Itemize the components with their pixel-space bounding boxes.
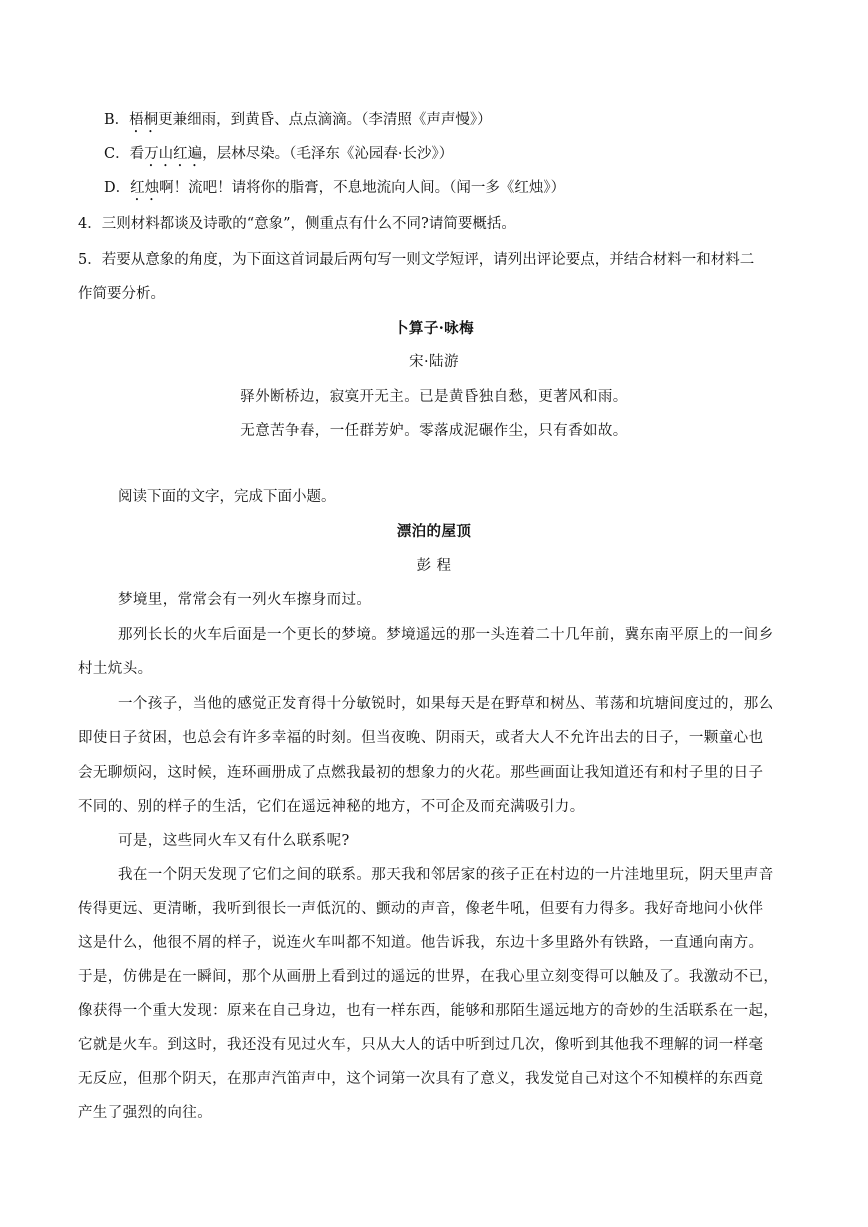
option-d-rest: 啊！流吧！请将你的脂膏，不息地流向人间。（闻一多《红烛》）: [159, 180, 566, 196]
option-c-prefix: C．看: [104, 146, 145, 162]
paragraph-line: 一个孩子，当他的感觉正发育得十分敏锐时，如果每天是在野草和树丛、苇荡和坑塘间度过的，那么: [118, 696, 774, 712]
paragraph-line: 传得更远、更清晰，我听到很长一声低沉的、颤动的声音，像老牛吼，但要有力得多。我好奇地问小伙伴: [78, 901, 764, 917]
question-5-line-1: 5．若要从意象的角度，为下面这首词最后两句写一则文学短评，请列出评论要点，并结合材料一和材料二: [78, 252, 755, 268]
paragraph-line: 那列长长的火车后面是一个更长的梦境。梦境遥远的那一头连着二十几年前，冀东南平原上的一间乡: [118, 627, 774, 643]
option-c-rest: ，层林尽染。（毛泽东《沁园春·长沙》）: [202, 146, 454, 162]
question-5-line-2: 作简要分析。: [78, 286, 165, 302]
paragraph-line: 于是，仿佛是在一瞬间，那个从画册上看到过的遥远的世界，在我心里立刻变得可以触及了。我激动不已，: [78, 969, 779, 985]
option-b-rest: 更兼细雨，到黄昏、点点滴滴。（李清照《声声慢》）: [158, 112, 492, 128]
option-d-prefix: D．: [104, 180, 131, 196]
option-d: [104, 178, 565, 204]
reading-author: 彭 程: [416, 558, 452, 574]
poem-line-2: 无意苦争春，一任群芳妒。零落成泥碾作尘，只有香如故。: [240, 423, 628, 439]
paragraph-line: 可是，这些同火车又有什么联系呢?: [118, 833, 350, 849]
poem-title: 卜算子·咏梅: [394, 320, 474, 337]
option-c-dotted: 万山红遍: [144, 146, 203, 162]
paragraph-line: 村土炕头。: [78, 661, 153, 677]
paragraph-line: 无反应，但那个阴天，在那声汽笛声中，这个词第一次具有了意义，我发觉自己对这个不知模样的东西竟: [78, 1071, 764, 1087]
paragraph-line: 即使日子贫困，也总会有许多幸福的时刻。但当夜晚、阴雨天，或者大人不允许出去的日子，一颗童心也: [78, 730, 764, 746]
paragraph-line: 我在一个阴天发现了它们之间的联系。那天我和邻居家的孩子正在村边的一片洼地里玩，阴天里声音: [118, 867, 774, 883]
paragraph-line: 像获得一个重大发现：原来在自己身边，也有一样东西，能够和那陌生遥远地方的奇妙的生活联系在一起，: [78, 1003, 779, 1019]
paragraph-line: 会无聊烦闷，这时候，连环画册成了点燃我最初的想象力的火花。那些画面让我知道还有和村子里的日子: [78, 765, 764, 781]
option-b: [104, 110, 492, 136]
paragraph-line: 梦境里，常常会有一列火车擦身而过。: [118, 592, 372, 608]
paragraph-line: 不同的、别的样子的生活，它们在遥远神秘的地方，不可企及而充满吸引力。: [78, 799, 585, 815]
paragraph-line: 它就是火车。到这时，我还没有见过火车，只从大人的话中听到过几次，像听到其他我不理解的词一样毫: [78, 1037, 764, 1053]
reading-title: 漂泊的屋顶: [396, 523, 472, 540]
reading-instruction: 阅读下面的文字，完成下面小题。: [118, 489, 336, 505]
option-b-prefix: B．: [104, 112, 130, 128]
paragraph-line: 产生了强烈的向往。: [78, 1105, 213, 1121]
option-c: [104, 144, 453, 170]
question-4: 4．三则材料都谈及诗歌的“意象”，侧重点有什么不同?请简要概括。: [78, 216, 516, 232]
paragraph-line: 这是什么，他很不屑的样子，说连火车叫都不知道。他告诉我，东边十多里路外有铁路，一直通向南方。: [78, 935, 764, 951]
option-b-dotted: 梧桐: [129, 112, 159, 128]
poem-line-1: 驿外断桥边，寂寞开无主。已是黄昏独自愁，更著风和雨。: [240, 389, 628, 405]
poem-author: 宋·陆游: [409, 354, 459, 370]
option-d-dotted: 红烛: [130, 180, 160, 196]
